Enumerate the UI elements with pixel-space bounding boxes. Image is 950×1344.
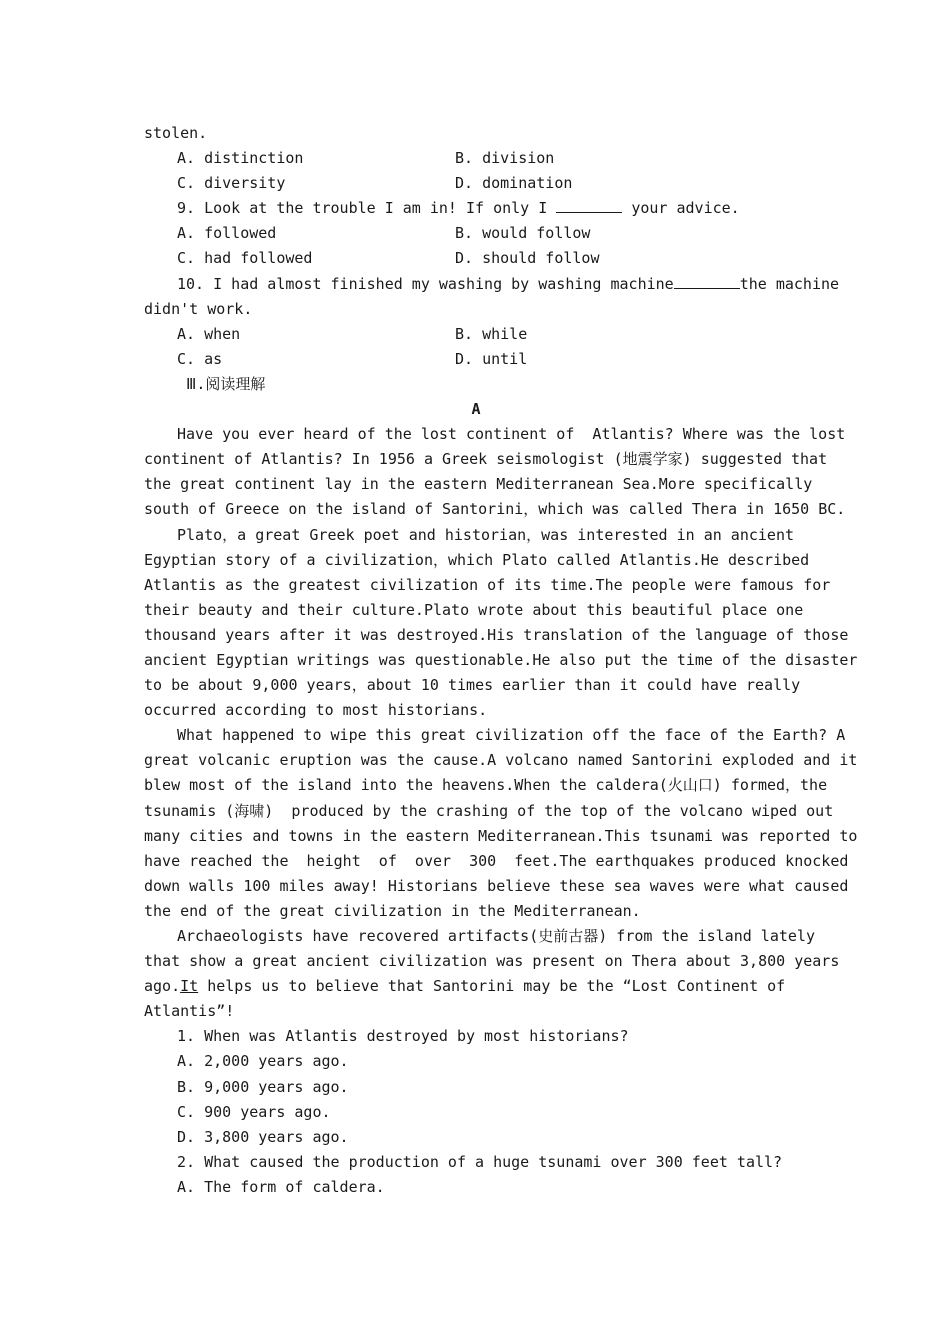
question-9-options-row-2	[144, 246, 808, 271]
option-b: B. would follow	[455, 224, 591, 243]
paragraph-line: to be about 9,000 years，about 10 times earlier than it could have really	[144, 676, 801, 695]
paragraph-line: Egyptian story of a civilization，which Plato called Atlantis.He described	[144, 550, 810, 569]
paragraph-line: Archaeologists have recovered artifacts(史前古器) from the island lately	[177, 927, 815, 945]
question-10	[144, 272, 840, 297]
paragraph-line: the end of the great civilization in the Mediterranean.	[144, 901, 641, 920]
paragraph-line: ancient Egyptian writings was questionable.He also put the time of the disaster	[144, 650, 858, 669]
question-9-stem: 9. Look at the trouble I am in! If only I	[177, 199, 557, 218]
option-d: D. domination	[455, 174, 573, 193]
question-2: 2. What caused the production of a huge tsunami over 300 feet tall?	[177, 1152, 783, 1171]
option-c: C. 900 years ago.	[177, 1102, 331, 1121]
section-title: Ⅲ.阅读理解	[186, 374, 266, 393]
paragraph-line: the great continent lay in the eastern Mediterranean Sea.More specifically	[144, 475, 813, 494]
option-c: C. diversity	[177, 174, 286, 193]
paragraph-line: blew most of the island into the heavens.When the caldera(火山口) formed，the	[144, 776, 828, 795]
text-run: ago.	[144, 977, 181, 996]
question-9-options-row-1	[144, 221, 808, 246]
paragraph-line: thousand years after it was destroyed.His translation of the language of those	[144, 625, 849, 644]
text-run: helps us to believe that Santorini may be the “Lost Continent of	[198, 977, 786, 996]
question-8-options-row-2	[144, 171, 808, 196]
option-a: A. followed	[177, 224, 277, 243]
option-d: D. 3,800 years ago.	[177, 1127, 349, 1146]
paragraph-2	[144, 523, 858, 724]
paragraph-line: Plato，a great Greek poet and historian，was interested in an ancient	[177, 525, 794, 544]
option-b: B. while	[455, 324, 528, 343]
paragraph-line: have reached the height of over 300 feet.The earthquakes produced knocked	[144, 851, 849, 870]
option-a: A. The form of caldera.	[177, 1177, 385, 1196]
option-a: A. 2,000 years ago.	[177, 1052, 349, 1071]
option-c: C. as	[177, 349, 223, 368]
answer-blank	[674, 274, 740, 289]
option-a: A. distinction	[177, 149, 304, 168]
option-b: B. division	[455, 149, 555, 168]
paragraph-line: occurred according to most historians.	[144, 701, 488, 720]
option-b: B. 9,000 years ago.	[177, 1077, 349, 1096]
paragraph-line: down walls 100 miles away! Historians believe these sea waves were what caused	[144, 876, 849, 895]
question-8-tail: stolen.	[144, 124, 208, 142]
option-d: D. should follow	[455, 249, 600, 268]
paragraph-4	[144, 924, 840, 1024]
question-10-options-row-2	[144, 347, 808, 372]
paragraph-3	[144, 723, 858, 924]
paragraph-line	[144, 974, 808, 999]
option-a: A. when	[177, 324, 241, 343]
question-9-stem-end: your advice.	[622, 199, 740, 218]
option-d: D. until	[455, 349, 528, 368]
paragraph-line: What happened to wipe this great civilization off the face of the Earth? A	[177, 726, 846, 745]
paragraph-line: great volcanic eruption was the cause.A volcano named Santorini exploded and it	[144, 751, 858, 770]
answer-blank	[556, 198, 622, 213]
question-10-stem: 10. I had almost finished my washing by washing machine	[177, 274, 674, 293]
question-10-options-row-1	[144, 322, 808, 347]
underlined-word-it: It	[180, 977, 199, 996]
question-9	[144, 196, 808, 221]
paragraph-line: south of Greece on the island of Santorini，which was called Thera in 1650 BC.	[144, 500, 846, 519]
paragraph-line: continent of Atlantis? In 1956 a Greek seismologist (地震学家) suggested that	[144, 450, 828, 469]
paragraph-line: their beauty and their culture.Plato wrote about this beautiful place one	[144, 600, 804, 619]
paragraph-line: that show a great ancient civilization was present on Thera about 3,800 years	[144, 952, 840, 971]
passage-label: A	[471, 400, 481, 419]
paragraph-line: Atlantis”!	[144, 1002, 235, 1021]
question-8-options-row-1	[144, 146, 808, 171]
paragraph-line: Have you ever heard of the lost continent of Atlantis? Where was the lost	[177, 425, 846, 444]
paragraph-line: Atlantis as the greatest civilization of its time.The people were famous for	[144, 575, 831, 594]
question-1: 1. When was Atlantis destroyed by most historians?	[177, 1027, 629, 1046]
paragraph-line: many cities and towns in the eastern Mediterranean.This tsunami was reported to	[144, 826, 858, 845]
option-c: C. had followed	[177, 249, 313, 268]
question-10-stem-end: the machine	[739, 274, 840, 293]
document-page	[144, 121, 858, 1200]
paragraph-1	[144, 422, 846, 522]
question-10-line-2: didn't work.	[144, 299, 253, 318]
paragraph-line: tsunamis (海啸) produced by the crashing of the top of the volcano wiped out	[144, 801, 834, 820]
